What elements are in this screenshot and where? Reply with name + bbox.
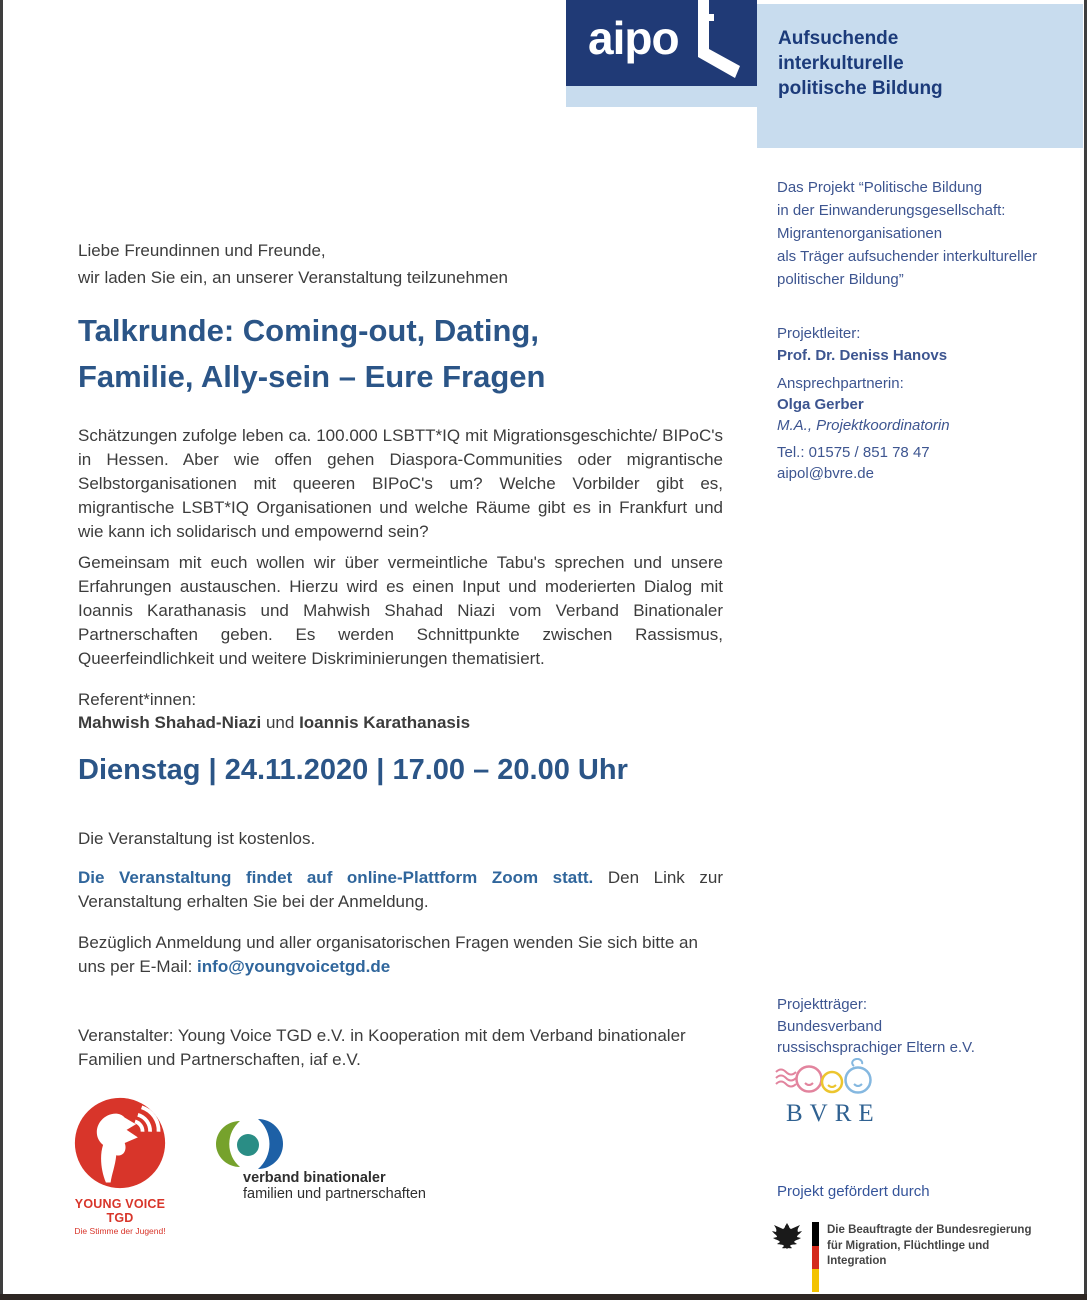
speakers-line — [78, 711, 723, 735]
project-lead-label: Projektleiter: — [777, 325, 861, 342]
contact-label: Ansprechpartnerin: — [777, 375, 904, 392]
contact-role: M.A., Projektkoordinatorin — [777, 417, 950, 434]
project-lead-name: Prof. Dr. Deniss Hanovs — [777, 347, 948, 364]
event-title-line: Talkrunde: Coming-out, Dating, — [78, 313, 539, 348]
salutation-line: wir laden Sie ein, an unserer Veranstaltung teilzunehmen — [78, 268, 508, 287]
aipol-logo-text: aipo — [588, 12, 679, 64]
event-title-line: Familie, Ally-sein – Eure Fragen — [78, 359, 546, 394]
funder-name-line: Integration — [827, 1255, 887, 1267]
verband-name-line: familien und partnerschaften — [243, 1186, 426, 1202]
sidebar-email: aipol@bvre.de — [777, 465, 874, 482]
carrier-label: Projektträger: — [777, 996, 868, 1013]
bvre-faces-icon — [773, 1058, 877, 1104]
young-voice-icon — [68, 1096, 172, 1190]
contact-name: Olga Gerber — [777, 396, 864, 413]
funding-label: Projekt gefördert durch — [777, 1183, 930, 1200]
project-description-line: Migrantenorganisationen — [777, 225, 943, 242]
zoom-note-bold: Die Veranstaltung findet auf online-Plattform Zoom statt. — [78, 868, 594, 887]
intro-paragraph: Schätzungen zufolge leben ca. 100.000 LSBTT*IQ mit Migrationsgeschichte/ BIPoC's in Hessen. Aber wie offen gehen Diaspora-Communities oder migrantische Selbstorganisationen mit queeren BIPoC's um? Welche Vorbilder gibt es, migrantische LSBT*IQ Organisationen und welche Räume gibt es in Frankfurt und wie kann ich solidarisch und empowernd sein? — [78, 426, 723, 541]
verband-name — [243, 1170, 426, 1202]
speakers-connector: und — [261, 713, 300, 732]
project-description-line: Das Projekt “Politische Bildung — [777, 179, 983, 196]
project-description-line: als Träger aufsuchender interkultureller — [777, 248, 1038, 265]
young-voice-title: YOUNG VOICE TGD — [74, 1197, 166, 1225]
registration-text: Bezüglich Anmeldung und aller organisatorischen Fragen wenden Sie sich bitte an uns per E-Mail: — [78, 933, 698, 976]
young-voice-slogan: Die Stimme der Jugend! — [74, 1226, 166, 1236]
verband-eye-icon — [206, 1118, 292, 1170]
page-border-bottom — [0, 1294, 1087, 1300]
german-flag-stripe-red — [812, 1246, 819, 1269]
federal-eagle-icon — [770, 1221, 804, 1251]
funder-name — [827, 1223, 1077, 1270]
project-description-line: in der Einwanderungsgesellschaft: — [777, 202, 1006, 219]
carrier-line: russischsprachiger Eltern e.V. — [777, 1039, 975, 1056]
aipol-logo-t-icon — [696, 0, 752, 80]
project-description-line: politischer Bildung” — [777, 271, 904, 288]
datetime-heading: Dienstag | 24.11.2020 | 17.00 – 20.00 Uhr — [78, 754, 628, 786]
young-voice-logo — [64, 1096, 176, 1236]
logo-underline-strip — [566, 86, 757, 107]
carrier-line: Bundesverband — [777, 1018, 883, 1035]
funder-name-line: Die Beauftragte der Bundesregierung — [827, 1224, 1032, 1236]
tagline-panel — [757, 4, 1083, 148]
bvre-wordmark: BVRE — [786, 1100, 881, 1127]
registration-email-link[interactable]: info@youngvoicetgd.de — [197, 957, 391, 976]
tagline: Aufsuchende interkulturelle politische Bildung — [778, 28, 943, 99]
german-flag-stripe-gold — [812, 1269, 819, 1292]
zoom-note — [78, 866, 723, 914]
salutation — [78, 237, 723, 291]
zoom-note-rest: Den Link zur Veranstaltung erhalten Sie bei der Anmeldung. — [78, 868, 723, 911]
speakers-label: Referent*innen: — [78, 690, 197, 709]
page-border-left — [0, 0, 3, 1300]
speaker-name: Mahwish Shahad-Niazi — [78, 713, 262, 732]
contact-phone: Tel.: 01575 / 851 78 47 — [777, 444, 930, 461]
registration-note — [78, 931, 728, 979]
details-paragraph: Gemeinsam mit euch wollen wir über vermeintliche Tabu's sprechen und unsere Erfahrungen austauschen. Hierzu wird es einen Input und moderierten Dialog mit Ioannis Karathanasis und Mahwish Shahad Niazi vom Verband Binationaler Partnerschaften geben. Es werden Schnittpunkte zwischen Rassismus, Queerfeindlichkeit und weitere Diskriminierungen thematisiert. — [78, 553, 723, 668]
verband-name-line: verband binationaler — [243, 1170, 386, 1186]
event-description — [78, 424, 723, 671]
funder-name-line: für Migration, Flüchtlinge und — [827, 1239, 990, 1252]
organizer-note: Veranstalter: Young Voice TGD e.V. in Kooperation mit dem Verband binationaler Familien und Partnerschaften, iaf e.V. — [78, 1026, 686, 1069]
free-note: Die Veranstaltung ist kostenlos. — [78, 829, 316, 848]
speaker-name: Ioannis Karathanasis — [299, 713, 471, 732]
german-flag-stripe-black — [812, 1222, 819, 1246]
event-title — [78, 308, 723, 400]
project-description — [777, 176, 1037, 291]
aipol-logo — [566, 0, 757, 86]
salutation-line: Liebe Freundinnen und Freunde, — [78, 241, 326, 260]
